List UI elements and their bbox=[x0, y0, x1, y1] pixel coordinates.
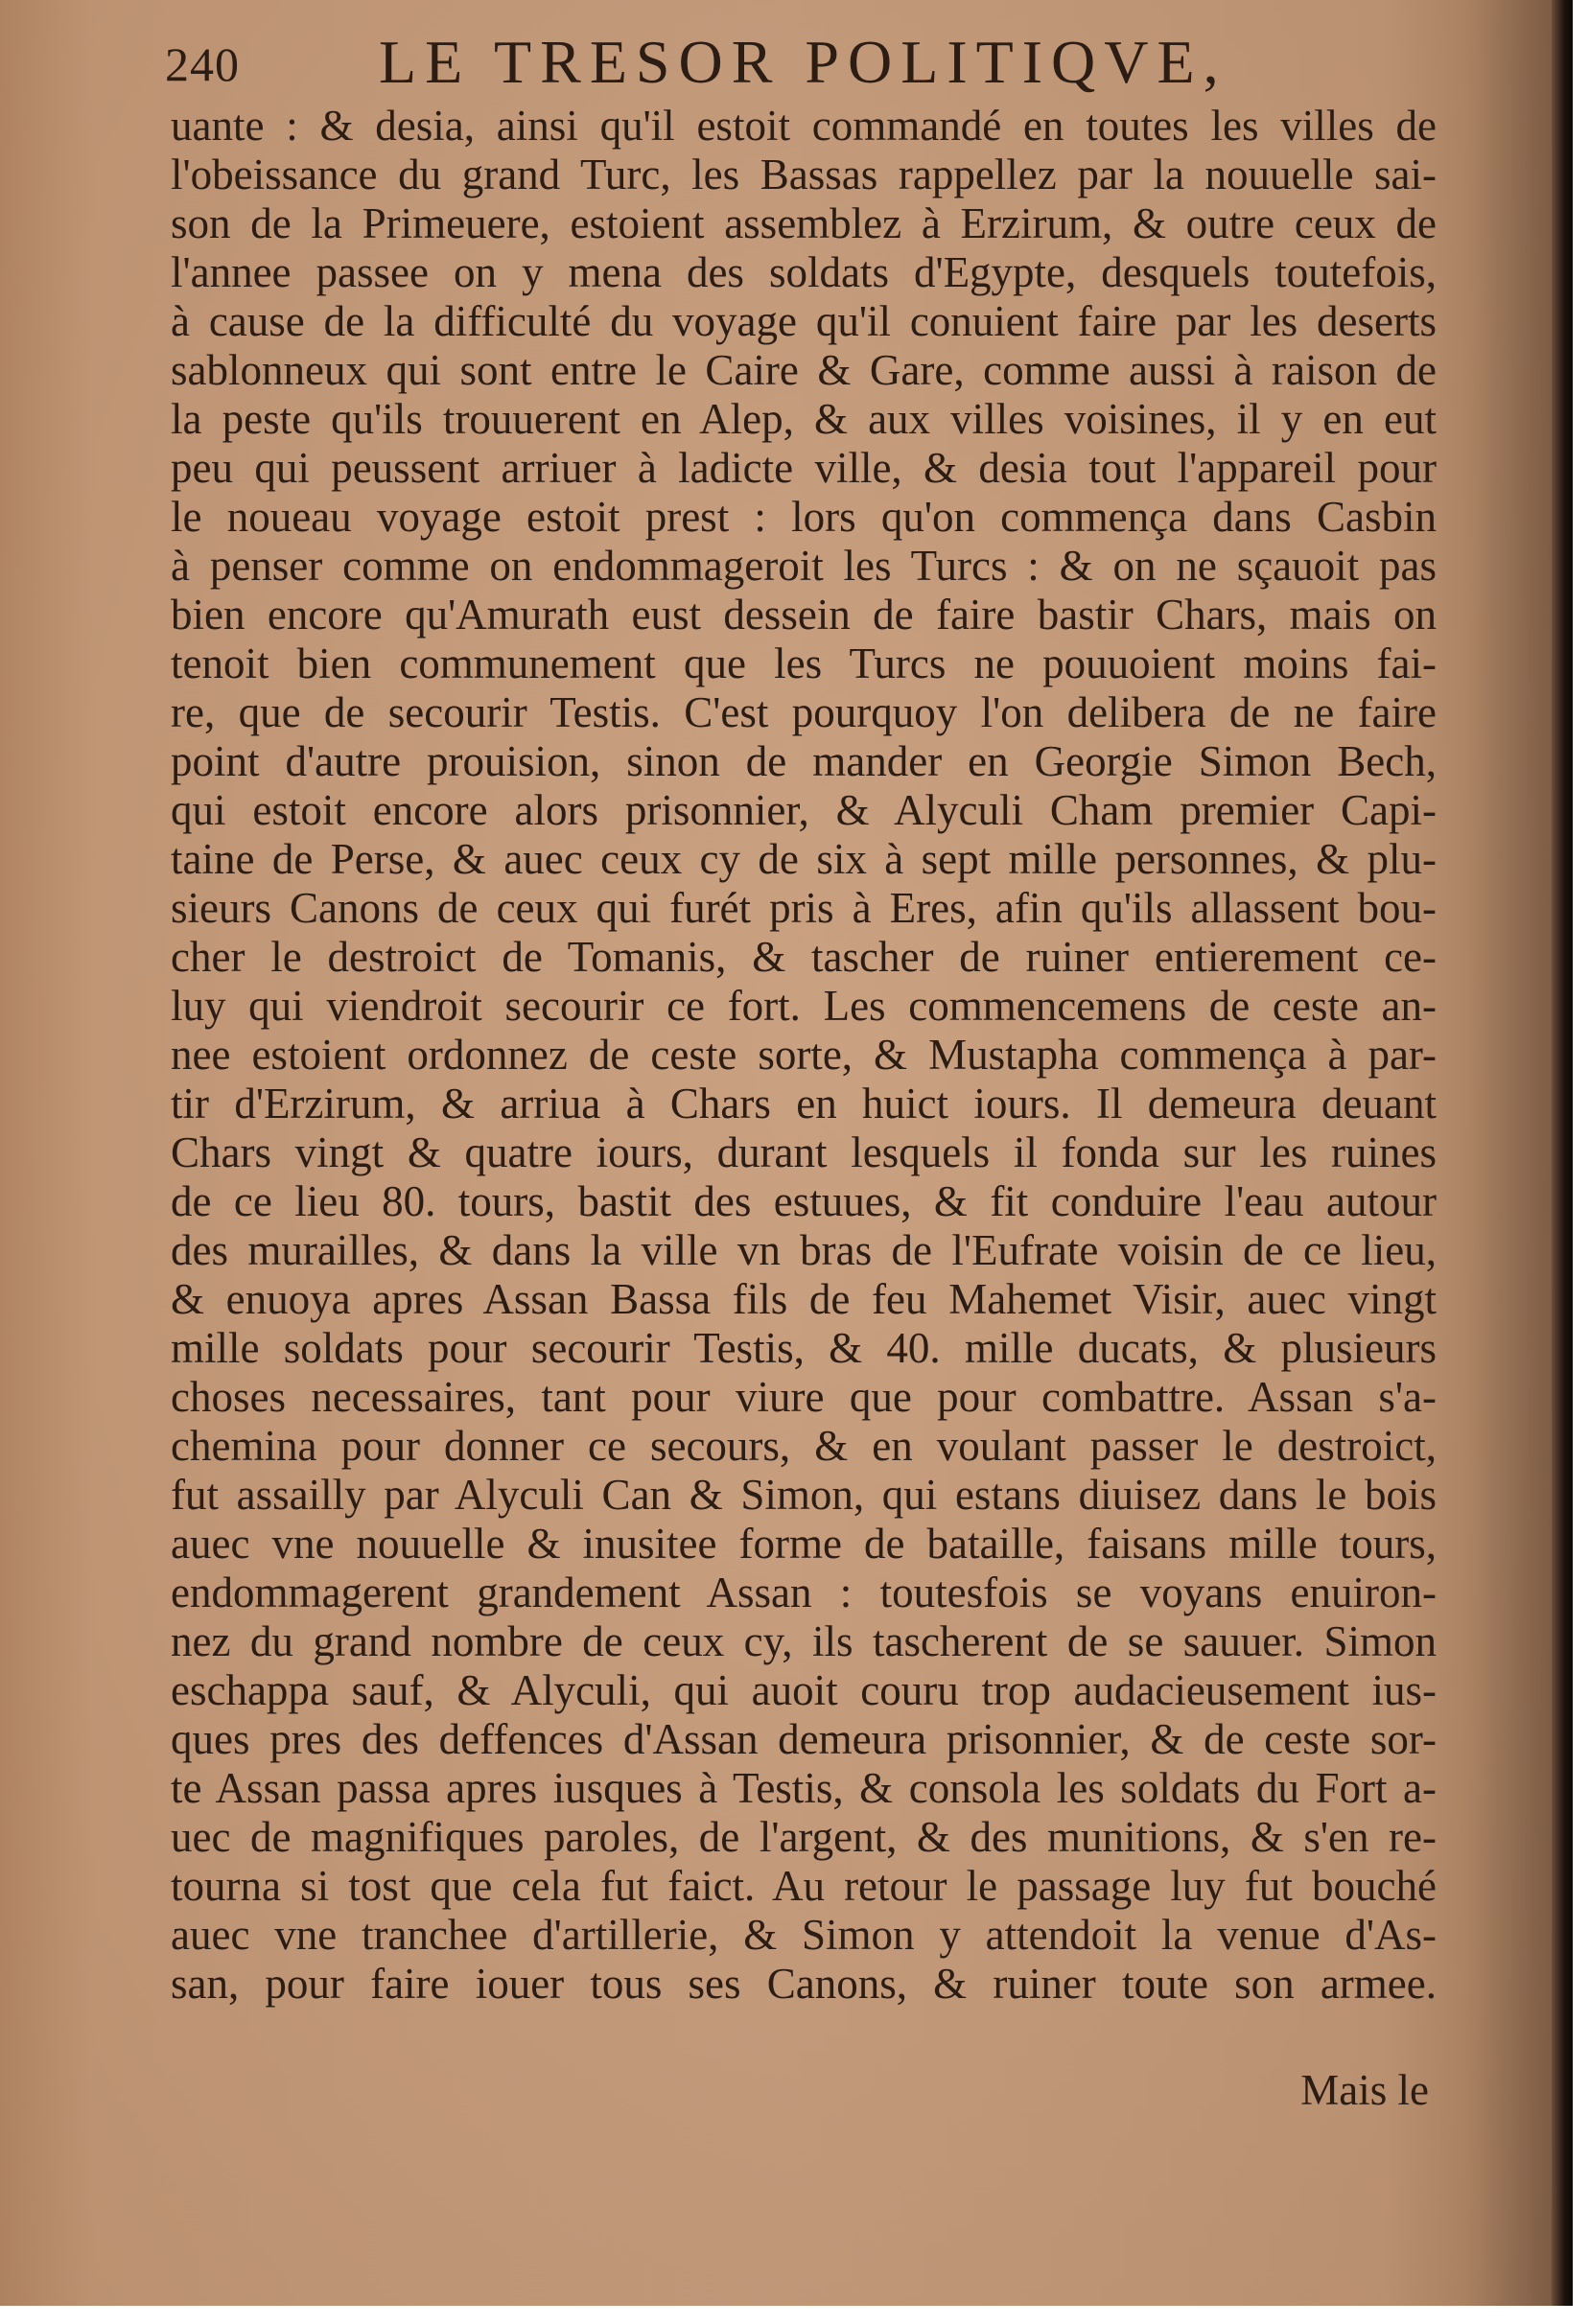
text-line: cher le destroict de Tomanis, & tascher de ruiner entierement ce- bbox=[171, 933, 1437, 981]
body-text bbox=[171, 102, 1437, 2009]
text-line: l'annee passee on y mena des soldats d'Egypte, desquels toutefois, bbox=[171, 248, 1437, 296]
text-line: ques pres des deffences d'Assan demeura prisonnier, & de ceste sor- bbox=[171, 1715, 1437, 1763]
text-line: des murailles, & dans la ville vn bras de l'Eufrate voisin de ce lieu, bbox=[171, 1226, 1437, 1274]
text-line: de ce lieu 80. tours, bastit des estuues, & fit conduire l'eau autour bbox=[171, 1177, 1437, 1225]
text-line: son de la Primeuere, estoient assemblez à Erzirum, & outre ceux de bbox=[171, 199, 1437, 247]
text-line: la peste qu'ils trouuerent en Alep, & aux villes voisines, il y en eut bbox=[171, 395, 1437, 443]
text-line: qui estoit encore alors prisonnier, & Alyculi Cham premier Capi- bbox=[171, 786, 1437, 834]
text-line: point d'autre prouision, sinon de mander en Georgie Simon Bech, bbox=[171, 737, 1437, 785]
text-line: san, pour faire iouer tous ses Canons, & ruiner toute son armee. bbox=[171, 1960, 1437, 2008]
text-line: tenoit bien communement que les Turcs ne pouuoient moins fai- bbox=[171, 639, 1437, 687]
page-number: 240 bbox=[165, 37, 240, 91]
text-line: tourna si tost que cela fut faict. Au retour le passage luy fut bouché bbox=[171, 1862, 1437, 1910]
text-line: à penser comme on endommageroit les Turcs : & on ne sçauoit pas bbox=[171, 542, 1437, 590]
text-line: le noueau voyage estoit prest : lors qu'on commença dans Casbin bbox=[171, 493, 1437, 541]
text-line: auec vne nouuelle & inusitee forme de bataille, faisans mille tours, bbox=[171, 1520, 1437, 1568]
text-line: Chars vingt & quatre iours, durant lesquels il fonda sur les ruines bbox=[171, 1128, 1437, 1176]
text-line: taine de Perse, & auec ceux cy de six à sept mille personnes, & plu- bbox=[171, 835, 1437, 883]
text-line: tir d'Erzirum, & arriua à Chars en huict iours. Il demeura deuant bbox=[171, 1080, 1437, 1127]
gutter-shadow bbox=[1465, 0, 1552, 2306]
text-line: & enuoya apres Assan Bassa fils de feu Mahemet Visir, auec vingt bbox=[171, 1275, 1437, 1323]
text-line: sieurs Canons de ceux qui furét pris à Eres, afin qu'ils allassent bou- bbox=[171, 884, 1437, 932]
text-line: mille soldats pour secourir Testis, & 40. mille ducats, & plusieurs bbox=[171, 1324, 1437, 1372]
text-line: à cause de la difficulté du voyage qu'il conuient faire par les deserts bbox=[171, 297, 1437, 345]
text-line: fut assailly par Alyculi Can & Simon, qui estans diuisez dans le bois bbox=[171, 1471, 1437, 1519]
book-spine-edge bbox=[1552, 0, 1573, 2306]
text-line: nez du grand nombre de ceux cy, ils tascherent de se sauuer. Simon bbox=[171, 1617, 1437, 1665]
text-line: uante : & desia, ainsi qu'il estoit commandé en toutes les villes de bbox=[171, 102, 1437, 150]
page-header bbox=[165, 27, 1440, 104]
text-line: eschappa sauf, & Alyculi, qui auoit couru trop audacieusement ius- bbox=[171, 1666, 1437, 1714]
text-line: endommagerent grandement Assan : toutesfois se voyans enuiron- bbox=[171, 1569, 1437, 1616]
text-line: sablonneux qui sont entre le Caire & Gare, comme aussi à raison de bbox=[171, 346, 1437, 394]
text-line: l'obeissance du grand Turc, les Bassas rappellez par la nouuelle sai- bbox=[171, 151, 1437, 198]
text-line: nee estoient ordonnez de ceste sorte, & Mustapha commença à par- bbox=[171, 1031, 1437, 1079]
running-title: LE TRESOR POLITIQVE, bbox=[379, 28, 1228, 96]
text-line: luy qui viendroit secourir ce fort. Les commencemens de ceste an- bbox=[171, 982, 1437, 1030]
catchword: Mais le bbox=[1300, 2066, 1429, 2114]
text-line: bien encore qu'Amurath eust dessein de faire bastir Chars, mais on bbox=[171, 591, 1437, 639]
text-line: chemina pour donner ce secours, & en voulant passer le destroict, bbox=[171, 1422, 1437, 1470]
text-line: choses necessaires, tant pour viure que pour combattre. Assan s'a- bbox=[171, 1373, 1437, 1421]
text-line: te Assan passa apres iusques à Testis, & consola les soldats du Fort a- bbox=[171, 1764, 1437, 1812]
text-line: peu qui peussent arriuer à ladicte ville, & desia tout l'appareil pour bbox=[171, 444, 1437, 492]
text-line: uec de magnifiques paroles, de l'argent, & des munitions, & s'en re- bbox=[171, 1813, 1437, 1861]
text-line: re, que de secourir Testis. C'est pourquoy l'on delibera de ne faire bbox=[171, 688, 1437, 736]
text-line: auec vne tranchee d'artillerie, & Simon y attendoit la venue d'As- bbox=[171, 1911, 1437, 1959]
